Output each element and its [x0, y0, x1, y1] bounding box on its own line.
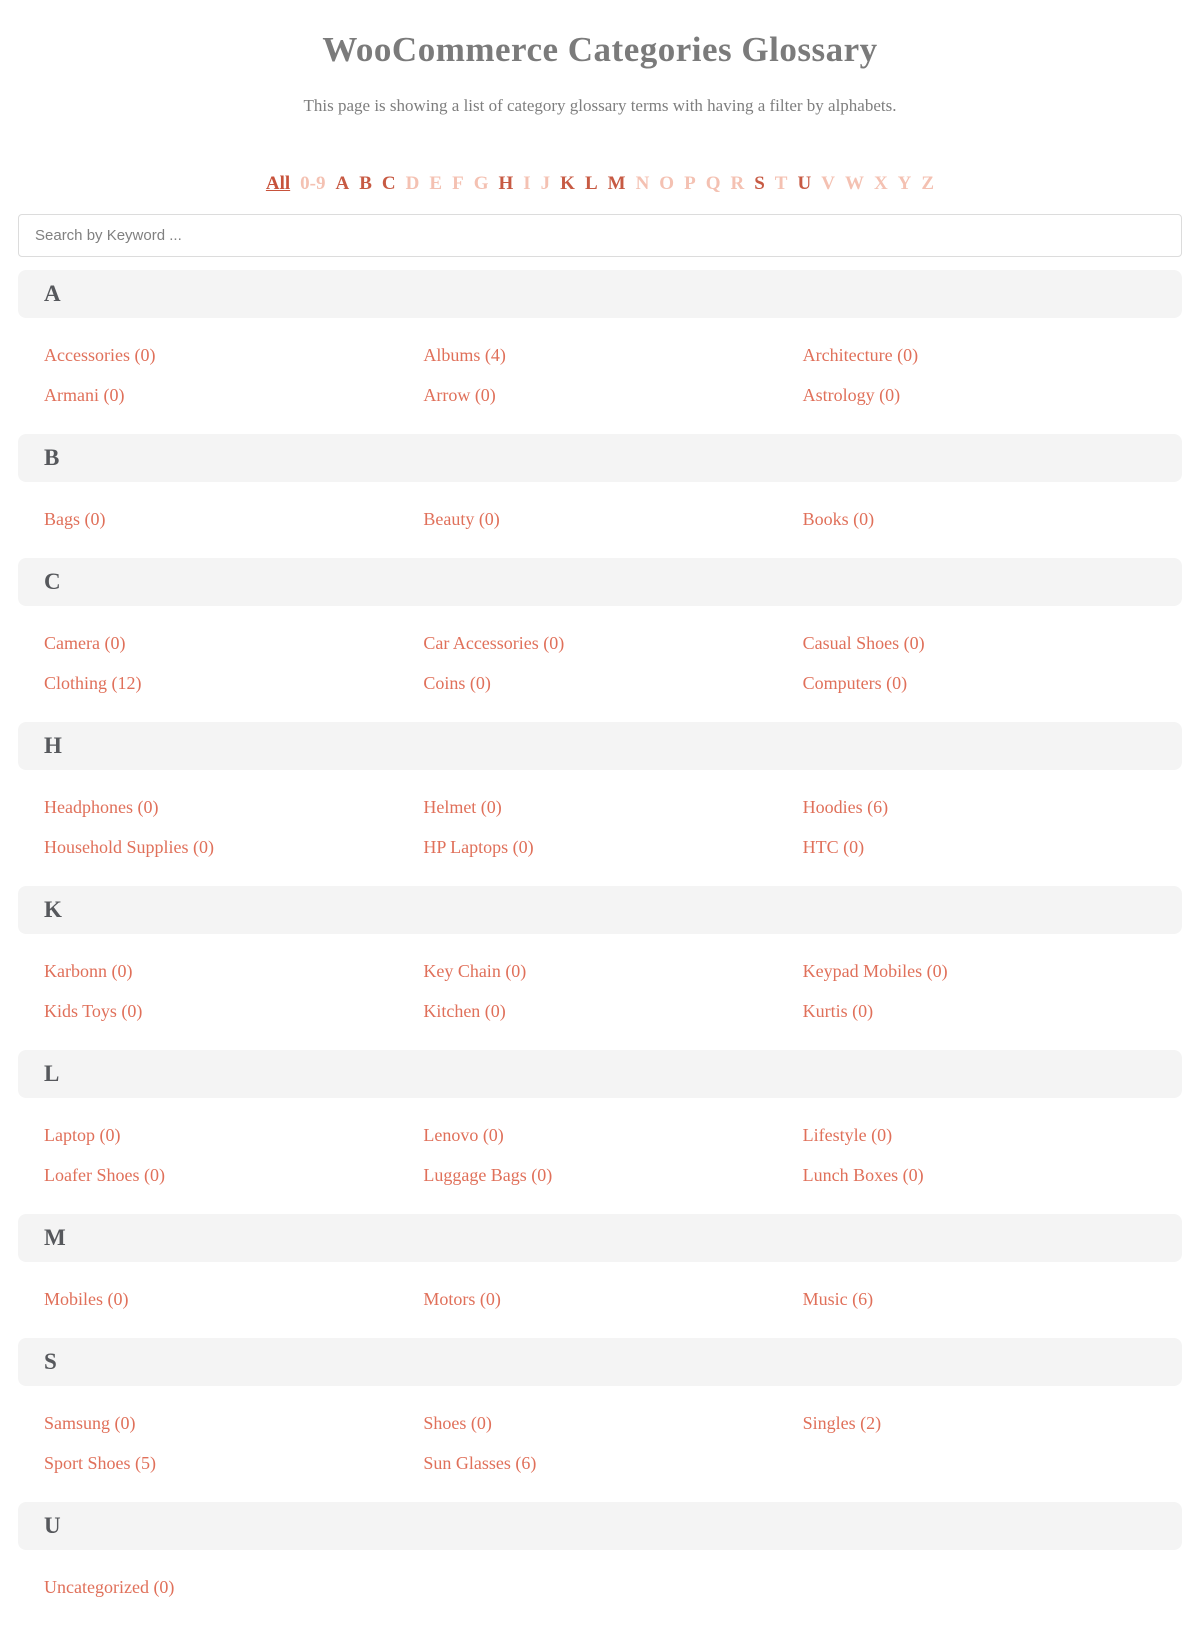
section-header-c [18, 558, 1182, 606]
term-link-helmet[interactable]: Helmet (0) [423, 797, 502, 817]
glossary-section-m [18, 1214, 1182, 1338]
term-link-keypad-mobiles[interactable]: Keypad Mobiles (0) [802, 961, 948, 981]
term-link-bags[interactable]: Bags (0) [44, 509, 106, 529]
filter-letter-s[interactable]: S [754, 173, 765, 194]
filter-letter-d: D [405, 173, 420, 194]
filter-letter-g: G [473, 173, 489, 194]
term-link-shoes[interactable]: Shoes (0) [423, 1413, 492, 1433]
section-letter: C [44, 569, 61, 594]
filter-letter-r: R [730, 173, 745, 194]
page-title: WooCommerce Categories Glossary [322, 30, 878, 69]
term-link-lenovo[interactable]: Lenovo (0) [423, 1125, 504, 1145]
section-header-s [18, 1338, 1182, 1386]
term-link-music[interactable]: Music (6) [802, 1289, 874, 1309]
term-link-hoodies[interactable]: Hoodies (6) [802, 797, 889, 817]
filter-letter-k[interactable]: K [560, 173, 575, 194]
page-subtitle: This page is showing a list of category glossary terms with having a filter by alphabets. [303, 96, 897, 115]
filter-letter-m[interactable]: M [607, 173, 626, 194]
filter-letter-f: F [452, 173, 464, 194]
filter-letter-z: Z [921, 173, 935, 194]
term-link-camera[interactable]: Camera (0) [44, 633, 126, 653]
section-letter: H [44, 733, 62, 758]
term-link-astrology[interactable]: Astrology (0) [802, 385, 901, 405]
term-link-books[interactable]: Books (0) [802, 509, 875, 529]
term-link-sport-shoes[interactable]: Sport Shoes (5) [44, 1453, 156, 1473]
term-link-clothing[interactable]: Clothing (12) [44, 673, 142, 693]
section-header-b [18, 434, 1182, 482]
filter-letter-c[interactable]: C [381, 173, 396, 194]
term-link-loafer-shoes[interactable]: Loafer Shoes (0) [44, 1165, 165, 1185]
section-header-m [18, 1214, 1182, 1262]
alphabet-filter [18, 173, 1182, 195]
terms-grid [18, 1550, 1182, 1626]
term-link-uncategorized[interactable]: Uncategorized (0) [44, 1577, 175, 1597]
term-link-hp-laptops[interactable]: HP Laptops (0) [423, 837, 534, 857]
term-link-singles[interactable]: Singles (2) [802, 1413, 882, 1433]
search-input[interactable] [18, 214, 1182, 257]
terms-grid [18, 1098, 1182, 1214]
term-link-sun-glasses[interactable]: Sun Glasses (6) [423, 1453, 537, 1473]
terms-grid [18, 934, 1182, 1050]
filter-letter-n: N [635, 173, 650, 194]
filter-letter-i: I [523, 173, 531, 194]
section-letter: A [44, 281, 61, 306]
term-link-beauty[interactable]: Beauty (0) [423, 509, 500, 529]
section-header-k [18, 886, 1182, 934]
term-link-headphones[interactable]: Headphones (0) [44, 797, 159, 817]
term-link-household-supplies[interactable]: Household Supplies (0) [44, 837, 214, 857]
filter-letter-l[interactable]: L [584, 173, 598, 194]
glossary-section-k [18, 886, 1182, 1050]
filter-letter-a[interactable]: A [335, 173, 350, 194]
term-link-samsung[interactable]: Samsung (0) [44, 1413, 136, 1433]
term-link-mobiles[interactable]: Mobiles (0) [44, 1289, 129, 1309]
filter-letter-v: V [821, 173, 835, 194]
term-link-kitchen[interactable]: Kitchen (0) [423, 1001, 506, 1021]
section-letter: S [44, 1349, 57, 1374]
term-link-car-accessories[interactable]: Car Accessories (0) [423, 633, 565, 653]
filter-letter-u[interactable]: U [797, 173, 812, 194]
term-link-casual-shoes[interactable]: Casual Shoes (0) [802, 633, 925, 653]
section-letter: M [44, 1225, 66, 1250]
glossary-section-h [18, 722, 1182, 886]
term-link-arrow[interactable]: Arrow (0) [423, 385, 496, 405]
section-letter: U [44, 1513, 61, 1538]
term-link-luggage-bags[interactable]: Luggage Bags (0) [423, 1165, 553, 1185]
filter-letter-h[interactable]: H [498, 173, 514, 194]
section-header-l [18, 1050, 1182, 1098]
term-link-accessories[interactable]: Accessories (0) [44, 345, 156, 365]
filter-letter-j: J [540, 173, 551, 194]
section-header-a [18, 270, 1182, 318]
terms-grid [18, 1262, 1182, 1338]
term-link-key-chain[interactable]: Key Chain (0) [423, 961, 527, 981]
term-link-lifestyle[interactable]: Lifestyle (0) [802, 1125, 893, 1145]
section-header-u [18, 1502, 1182, 1550]
glossary-section-l [18, 1050, 1182, 1214]
term-link-computers[interactable]: Computers (0) [802, 673, 908, 693]
term-link-karbonn[interactable]: Karbonn (0) [44, 961, 133, 981]
glossary-section-s [18, 1338, 1182, 1502]
glossary-section-u [18, 1502, 1182, 1626]
filter-letter-b[interactable]: B [359, 173, 372, 194]
filter-letter-o: O [659, 173, 675, 194]
term-link-armani[interactable]: Armani (0) [44, 385, 125, 405]
terms-grid [18, 770, 1182, 886]
section-letter: K [44, 897, 62, 922]
term-link-htc[interactable]: HTC (0) [802, 837, 865, 857]
section-letter: B [44, 445, 60, 470]
glossary-section-b [18, 434, 1182, 558]
section-letter: L [44, 1061, 60, 1086]
filter-letter-t: T [774, 173, 788, 194]
term-link-architecture[interactable]: Architecture (0) [802, 345, 919, 365]
search-bar [18, 214, 1182, 257]
glossary-sections [18, 270, 1182, 1626]
glossary-section-c [18, 558, 1182, 722]
filter-letter-x: X [873, 173, 888, 194]
section-header-h [18, 722, 1182, 770]
term-link-kids-toys[interactable]: Kids Toys (0) [44, 1001, 143, 1021]
filter-letter-e: E [429, 173, 443, 194]
glossary-section-a [18, 270, 1182, 434]
term-link-lunch-boxes[interactable]: Lunch Boxes (0) [802, 1165, 924, 1185]
terms-grid [18, 1386, 1182, 1502]
filter-letter-all[interactable]: All [265, 173, 291, 194]
filter-letter-p: P [684, 173, 696, 194]
filter-letter-y: Y [897, 173, 912, 194]
term-link-laptop[interactable]: Laptop (0) [44, 1125, 121, 1145]
term-link-coins[interactable]: Coins (0) [423, 673, 491, 693]
terms-grid [18, 482, 1182, 558]
filter-letter-q: Q [705, 173, 721, 194]
term-link-motors[interactable]: Motors (0) [423, 1289, 501, 1309]
term-link-albums[interactable]: Albums (4) [423, 345, 506, 365]
page-container [18, 30, 1182, 1626]
terms-grid [18, 318, 1182, 434]
filter-letter-w: W [844, 173, 864, 194]
term-link-kurtis[interactable]: Kurtis (0) [802, 1001, 874, 1021]
terms-grid [18, 606, 1182, 722]
filter-letter-0-9: 0-9 [300, 173, 326, 194]
